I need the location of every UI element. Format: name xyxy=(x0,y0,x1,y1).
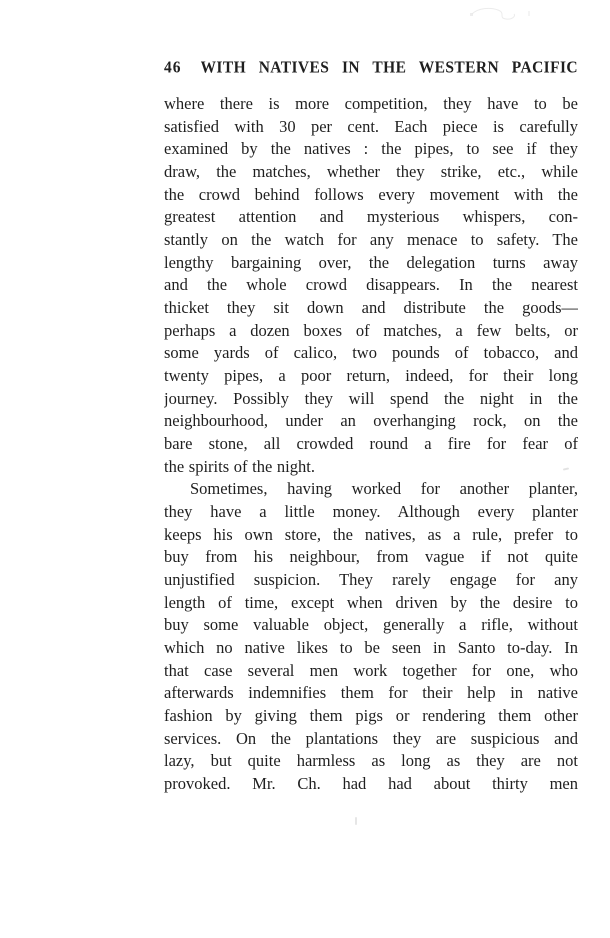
text-line: provoked. Mr. Ch. had had about thirty men xyxy=(164,774,578,794)
stray-speck xyxy=(355,817,357,825)
text-line: buy from his neighbour, from vague if not quite xyxy=(164,547,578,567)
text-block xyxy=(164,93,578,796)
text-line: unjustified suspicion. They rarely engage for any xyxy=(164,570,578,590)
text-line: examined by the natives : the pipes, to see if they xyxy=(164,139,578,159)
text-line: lazy, but quite harmless as long as they are not xyxy=(164,751,578,771)
text-line: keeps his own store, the natives, as a rule, prefer to xyxy=(164,524,578,544)
text-line: neighbourhood, under an overhanging rock, on the xyxy=(164,411,578,431)
text-line: they have a little money. Although every planter xyxy=(164,502,578,522)
text-line: where there is more competition, they have to be xyxy=(164,94,578,113)
page-number: 46 xyxy=(164,58,182,77)
text-line: some yards of calico, two pounds of tobacco, and xyxy=(164,343,578,363)
pencil-scribble-mark xyxy=(468,4,534,26)
text-line: lengthy bargaining over, the delegation turns away xyxy=(164,252,578,272)
text-line: the crowd behind follows every movement with the xyxy=(164,184,578,204)
paragraph xyxy=(164,93,578,478)
text-line: afterwards indemnifies them for their help in native xyxy=(164,683,578,703)
running-title: WITH NATIVES IN THE WESTERN PACIFIC xyxy=(200,58,578,77)
text-line: perhaps a dozen boxes of matches, a few belts, or xyxy=(164,320,578,340)
text-line: satisfied with 30 per cent. Each piece is carefully xyxy=(164,116,578,136)
text-line: Sometimes, having worked for another planter, xyxy=(190,479,578,499)
text-line: the spirits of the night. xyxy=(164,456,315,476)
paragraph xyxy=(164,478,578,795)
text-line: which no native likes to be seen in Santo to-day. In xyxy=(164,638,578,658)
running-head xyxy=(164,60,578,80)
text-line: and the whole crowd disappears. In the nearest xyxy=(164,275,578,295)
text-line: greatest attention and mysterious whispers, con- xyxy=(164,207,578,227)
text-line: services. On the plantations they are suspicious and xyxy=(164,728,578,748)
text-line: draw, the matches, whether they strike, etc., while xyxy=(164,162,578,182)
text-line: thicket they sit down and distribute the goods— xyxy=(164,298,578,318)
text-line: that case several men work together for one, who xyxy=(164,660,578,680)
text-line: twenty pipes, a poor return, indeed, for their long xyxy=(164,366,578,386)
text-line: bare stone, all crowded round a fire for fear of xyxy=(164,434,578,454)
text-line: journey. Possibly they will spend the night in the xyxy=(164,388,578,408)
text-line: length of time, except when driven by the desire to xyxy=(164,592,578,612)
text-line: buy some valuable object, generally a rifle, without xyxy=(164,615,578,635)
text-line: fashion by giving them pigs or rendering them other xyxy=(164,706,578,726)
text-line: stantly on the watch for any menace to safety. The xyxy=(164,230,578,250)
